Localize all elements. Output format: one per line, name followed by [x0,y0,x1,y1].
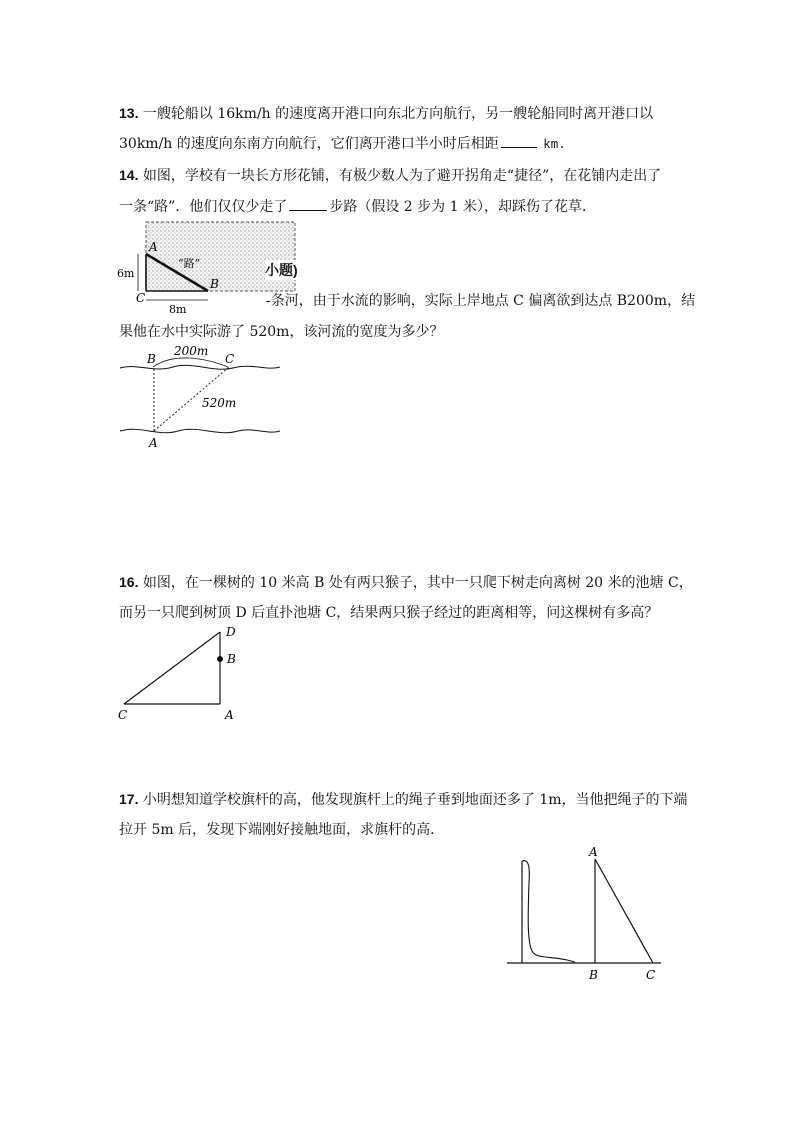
q16-text-1: 如图，在一棵树的 10 米高 B 处有两只猴子，其中一只爬下树走向离树 20 米的池塘 C， [142,575,693,591]
label-b: B [589,968,598,982]
q14-number: 14. [119,167,139,183]
rope-ac [595,859,653,963]
q13-text-1: 一艘轮船以 16km/h 的速度离开港口向东北方向航行，另一艘轮船同时离开港口以 [142,106,654,122]
label-b: B [210,277,219,291]
q15-river-figure [118,343,283,453]
label-a: A [225,708,234,722]
label-c: C [646,968,656,982]
river-bank-bottom [120,429,280,432]
q13-answer-blank[interactable] [501,135,537,148]
label-c: C [136,291,146,305]
q15-text-1: -条河，由于水流的影响，实际上岸地点 C 偏离欲到达点 B200m，结 [266,293,696,309]
label-a: A [149,436,158,450]
label-road: “路” [178,257,201,270]
label-b: B [227,652,236,666]
q17-line2 [119,821,444,839]
q16-tree-figure [114,622,254,724]
q13-line2 [119,135,566,154]
q16-line2 [119,604,658,622]
q14-line1 [119,166,661,185]
hanging-rope [522,861,575,962]
q17-text-1: 小明想知道学校旗杆的高，他发现旗杆上的绳子垂到地面还多了 1m，当他把绳子的下端 [142,792,688,808]
q13-text-2: 30km/h 的速度向东南方向航行，它们离开港口半小时后相距 [119,136,499,152]
q17-text-2: 拉开 5m 后，发现下端刚好接触地面，求旗杆的高． [119,822,445,838]
label-d: D [226,625,236,639]
q14-text-3: 步路（假设 2 步为 1 米），却踩伤了花草． [329,199,596,215]
q16-line1 [119,573,693,592]
q15-text-2: 果他在水中实际游了 520m，该河流的宽度为多少？ [119,324,444,340]
label-a: A [149,240,158,254]
q15-partial-title: 小题) [265,262,298,278]
q17-line1 [119,790,688,809]
q15-line2 [119,323,443,341]
label-520m: 520m [202,396,237,410]
q13-unit: km. [543,138,566,152]
q14-answer-blank[interactable] [289,198,327,211]
label-c: C [118,708,128,722]
q16-number: 16. [119,574,139,590]
label-a: A [589,845,598,859]
q14-line2 [119,198,596,216]
label-8m: 8m [169,303,187,316]
q14-text-1: 如图，学校有一块长方形花铺，有极少数人为了避开拐角走“捷径”，在花铺内走出了 [142,168,662,184]
hypotenuse-dc [124,632,220,704]
q17-number: 17. [119,791,139,807]
q13-number: 13. [119,105,139,121]
q15-line1 [266,292,695,310]
label-200m: 200m [174,344,209,358]
flowerbed-rect [146,222,295,291]
q17-flagpole-figure [505,843,665,983]
river-bank-top [120,365,280,369]
label-c: C [225,352,235,366]
q14-text-2: 一条“路”．他们仅仅少走了 [119,199,288,215]
label-6m: 6m [117,267,135,280]
label-b: B [147,352,156,366]
q13-line1 [119,104,653,123]
q16-text-2: 而另一只爬到树顶 D 后直扑池塘 C，结果两只猴子经过的距离相等，问这棵树有多高？ [119,605,659,621]
point-b [217,656,223,662]
